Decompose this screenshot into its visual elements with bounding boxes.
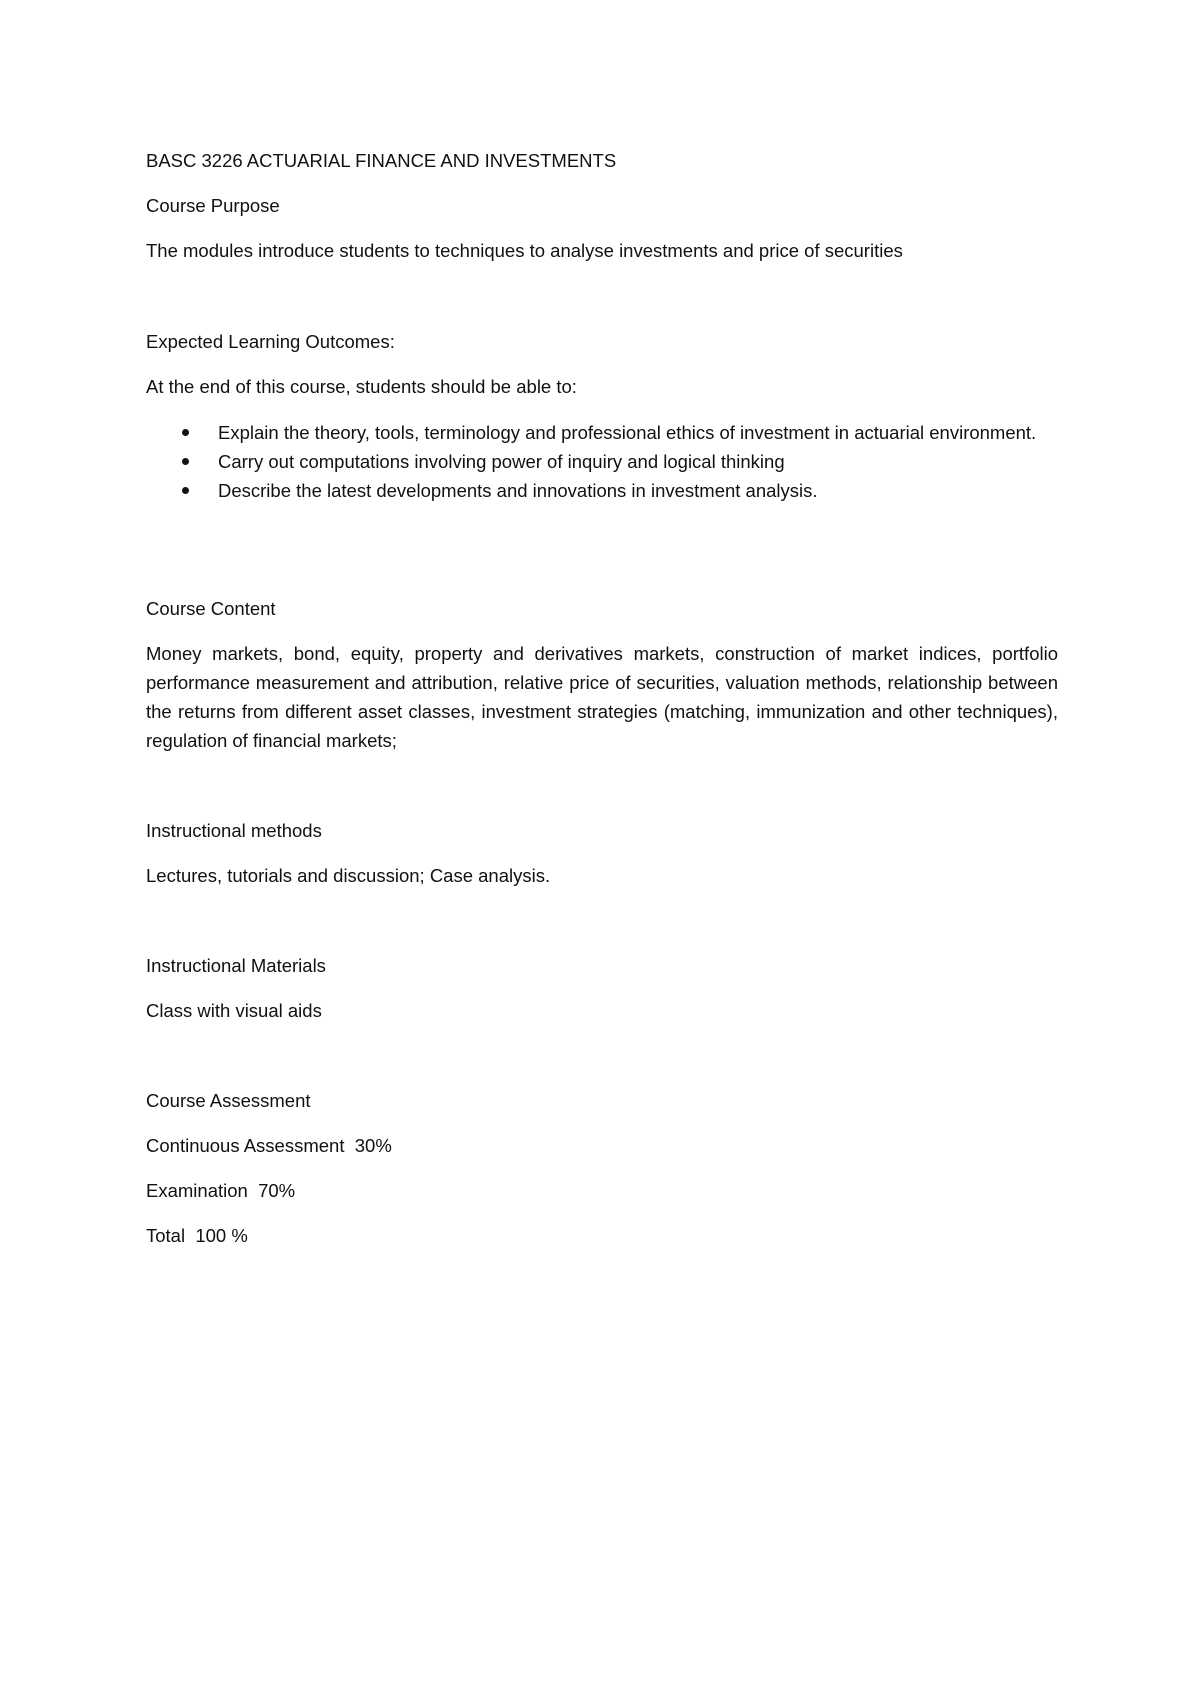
outcomes-heading: Expected Learning Outcomes: [146,331,395,352]
content-text: Money markets, bond, equity, property and derivatives markets, construction of market indices, portfolio performance measurement and attribution, relative price of securities, valuation methods, relationship between the returns from different asset classes, investment strategies (matching, immunization and other techniques), regulation of financial markets; [146,643,1058,751]
list-item-text: Describe the latest developments and innovations in investment analysis. [218,480,818,501]
purpose-text: The modules introduce students to techniques to analyse investments and price of securities [146,240,903,261]
course-title: BASC 3226 ACTUARIAL FINANCE AND INVESTMENTS [146,150,617,171]
content-heading: Course Content [146,598,276,619]
bullet-icon [182,487,189,494]
methods-heading: Instructional methods [146,820,322,841]
assessment-heading: Course Assessment [146,1090,311,1111]
purpose-heading: Course Purpose [146,195,280,216]
assessment-examination: Examination 70% [146,1180,296,1201]
bullet-icon [182,429,189,436]
materials-heading: Instructional Materials [146,955,326,976]
outcomes-list [146,418,1058,505]
list-item [146,447,1058,476]
assessment-total: Total 100 % [146,1225,248,1246]
methods-text: Lectures, tutorials and discussion; Case analysis. [146,865,551,886]
list-item-text: Carry out computations involving power of inquiry and logical thinking [218,451,785,472]
list-item-text: Explain the theory, tools, terminology and professional ethics of investment in actuarial environment. [218,422,1037,443]
bullet-icon [182,458,189,465]
list-item [146,476,1058,505]
list-item [146,418,1058,447]
materials-text: Class with visual aids [146,1000,322,1021]
assessment-continuous: Continuous Assessment 30% [146,1135,392,1156]
outcomes-intro: At the end of this course, students should be able to: [146,376,577,397]
